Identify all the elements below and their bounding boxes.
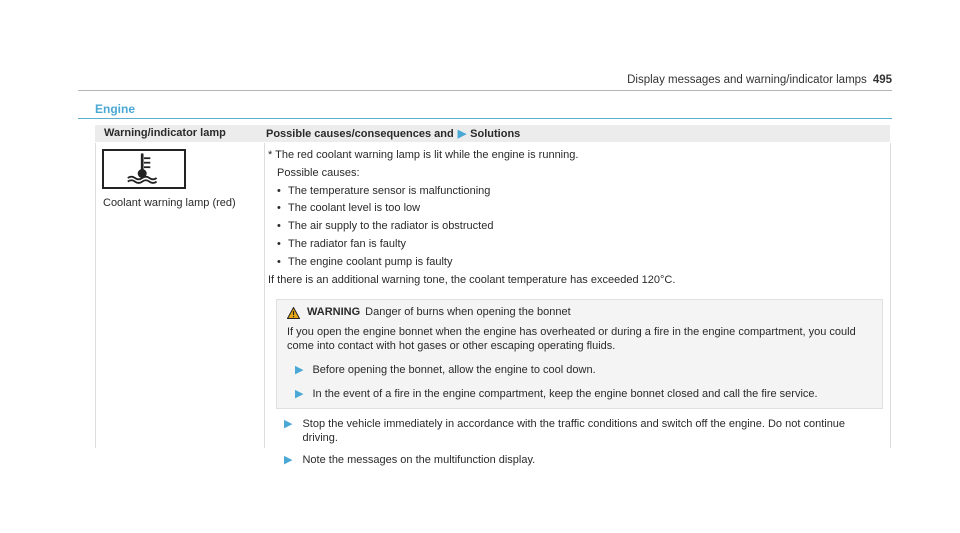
page-number: 495 — [872, 74, 892, 86]
table-column-divider — [264, 143, 265, 448]
column-header-causes-text: Possible causes/consequences and — [266, 127, 454, 140]
solutions-list — [268, 417, 883, 467]
list-item: • The engine coolant pump is faulty — [277, 254, 883, 272]
coolant-temperature-icon — [102, 149, 186, 189]
header-divider — [78, 90, 892, 91]
warning-label: WARNING — [307, 306, 361, 319]
list-item: • The radiator fan is faulty — [277, 236, 883, 254]
section-title: Engine — [95, 102, 136, 116]
causes-list — [268, 183, 883, 272]
warning-step — [287, 387, 872, 401]
warning-triangle-icon — [287, 307, 300, 319]
warning-title: Danger of burns when opening the bonnet — [365, 306, 571, 319]
list-item: • The temperature sensor is malfunctioning — [277, 183, 883, 201]
causes-content — [268, 147, 883, 467]
arrow-right-icon: ▶ — [295, 364, 304, 377]
warning-step-text: In the event of a fire in the engine compartment, keep the engine bonnet closed and call the fire service. — [312, 388, 818, 401]
column-header-causes — [266, 127, 520, 140]
arrow-right-icon: ▶ — [457, 128, 467, 140]
section-divider — [78, 118, 892, 119]
page-header-title: Display messages and warning/indicator lamps — [627, 74, 867, 86]
warning-step-text: Before opening the bonnet, allow the engine to cool down. — [312, 364, 596, 377]
arrow-right-icon: ▶ — [284, 454, 293, 467]
table-left-border — [95, 143, 96, 448]
table-header — [95, 125, 890, 142]
page-header — [627, 74, 892, 86]
warning-body: If you open the engine bonnet when the engine has overheated or during a fire in the engine compartment, you could come into contact with hot gases or other escaping operating fluids. — [287, 326, 856, 353]
solution-step — [276, 453, 883, 467]
warning-step — [287, 363, 872, 377]
column-header-lamp: Warning/indicator lamp — [104, 127, 226, 139]
list-item: • The air supply to the radiator is obstructed — [277, 218, 883, 236]
intro-text: * The red coolant warning lamp is lit while the engine is running. — [268, 149, 579, 161]
causes-label: Possible causes: — [277, 166, 360, 179]
warning-header — [287, 304, 872, 322]
column-header-solutions-text: Solutions — [470, 127, 521, 140]
table-right-border — [890, 143, 891, 448]
warning-box — [276, 299, 883, 409]
lamp-label: Coolant warning lamp (red) — [103, 197, 236, 209]
solution-step-text: Stop the vehicle immediately in accordance with the traffic conditions and switch off the engine. Do not continue driving. — [302, 418, 846, 445]
solution-step-text: Note the messages on the multifunction display. — [302, 454, 536, 467]
list-item: • The coolant level is too low — [277, 200, 883, 218]
arrow-right-icon: ▶ — [295, 388, 304, 401]
arrow-right-icon: ▶ — [284, 418, 293, 431]
exceeded-text: If there is an additional warning tone, the coolant temperature has exceeded 120°C. — [268, 273, 676, 286]
solution-step — [276, 417, 883, 445]
